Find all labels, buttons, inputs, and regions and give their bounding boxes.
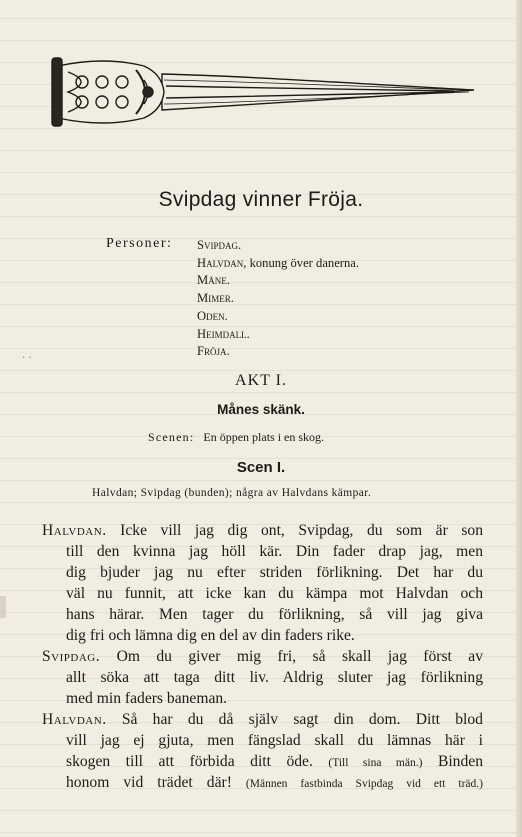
act-heading: AKT I. bbox=[235, 372, 287, 389]
dialogue-line: allt söka att taga ditt liv. Aldrig sluter jag förlikning bbox=[66, 669, 483, 686]
scene-setting-label: Scenen: bbox=[148, 430, 195, 444]
cast-item: Oden. bbox=[197, 308, 228, 323]
dialogue-line: honom vid trädet där! (Männen fastbinda Svipdag vid ett träd.) bbox=[66, 774, 483, 791]
act-title: Månes skänk. bbox=[217, 402, 305, 417]
cast-item: Måne. bbox=[197, 273, 230, 288]
dialogue-line: Halvdan. Så har du då själv sagt din dom. Ditt blod bbox=[42, 711, 483, 728]
scene-setting bbox=[148, 430, 324, 445]
speaker-name: Svipdag. bbox=[42, 648, 101, 665]
dialogue-line: väl nu funnit, att icke kan du kämpa mot Halvdan och bbox=[66, 585, 483, 602]
cast-list bbox=[197, 237, 359, 361]
dialogue-line: med min faders baneman. bbox=[66, 690, 228, 707]
cast-item: Fröja. bbox=[197, 344, 230, 359]
dialogue-line: Halvdan. Icke vill jag dig ont, Svipdag, du som är son bbox=[42, 522, 483, 539]
speaker-name: Halvdan. bbox=[42, 711, 107, 728]
stage-direction: (Till sina män.) bbox=[328, 757, 423, 769]
stage-direction: (Männen fastbinda Svipdag vid ett träd.) bbox=[245, 778, 483, 790]
scene-roles: Halvdan; Svipdag (bunden); några av Halvdans kämpar. bbox=[92, 487, 372, 499]
speaker-name: Halvdan. bbox=[42, 522, 107, 539]
page-edge bbox=[516, 0, 522, 837]
dialogue-line: Svipdag. Om du giver mig fri, så skall jag först av bbox=[42, 648, 483, 665]
bronze-age-sword-icon bbox=[44, 52, 476, 132]
dialogue-line: skogen till att förbida ditt öde. (Till sina män.) Binden bbox=[66, 753, 483, 770]
dialogue-line: hans härar. Men tager du förlikning, så vill jag giva bbox=[66, 606, 483, 623]
dialogue-line: vill jag ej gjuta, men fängslad skall du lämnas här i bbox=[66, 732, 483, 749]
cast-item: Heimdall. bbox=[197, 326, 250, 341]
cast-item: Mimer. bbox=[197, 291, 234, 306]
dialogue-line: dig bjuder jag nu efter striden förlikning. Det har du bbox=[66, 564, 483, 581]
cast-heading: Personer: bbox=[106, 236, 173, 251]
play-title: Svipdag vinner Fröja. bbox=[158, 188, 364, 211]
cast-item: Svipdag. bbox=[197, 238, 242, 252]
scene-heading: Scen I. bbox=[236, 459, 286, 476]
cast-item: Halvdan, konung över danerna. bbox=[197, 255, 360, 270]
dialogue-line: dig fri och lämna dig en del av din faders rike. bbox=[66, 627, 355, 644]
margin-mark bbox=[0, 596, 6, 618]
scene-setting-text: En öppen plats i en skog. bbox=[203, 430, 325, 444]
margin-ellipsis: . . bbox=[22, 346, 32, 361]
dialogue-line: till den kvinna jag höll kär. Din fader drap jag, men bbox=[66, 543, 483, 560]
